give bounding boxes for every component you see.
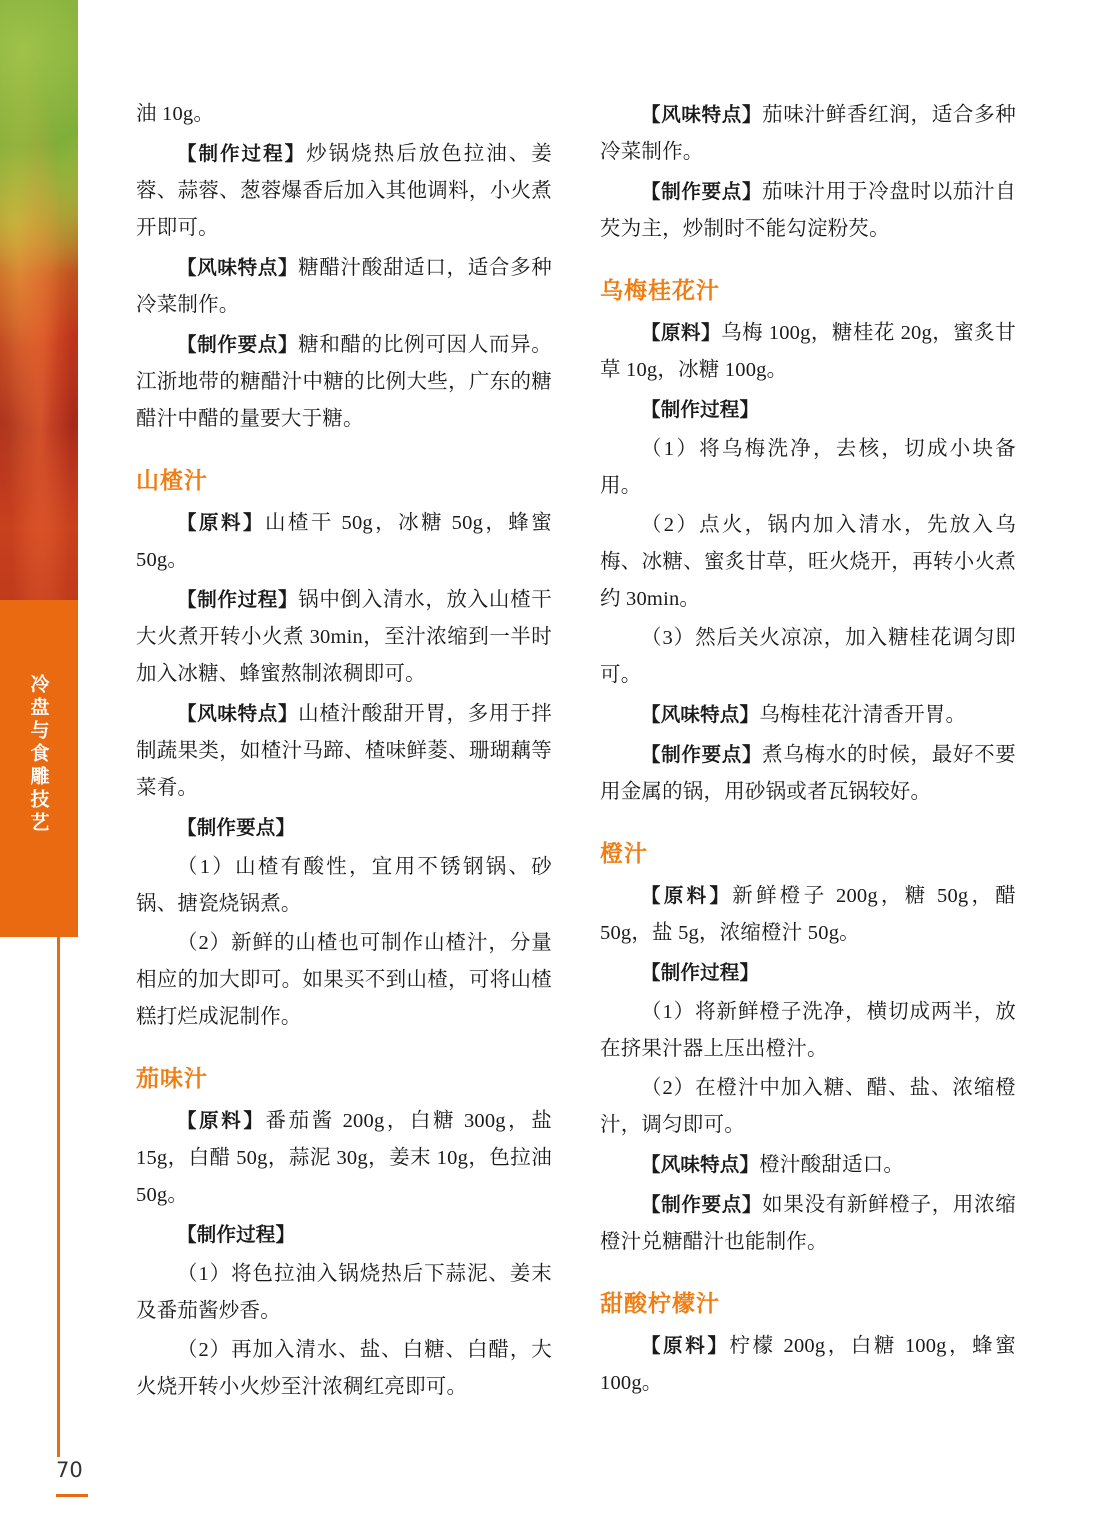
chapter-side-tab <box>0 600 78 937</box>
body-paragraph: 【原料】新鲜橙子 200g，糖 50g，醋 50g，盐 5g，浓缩橙汁 50g。 <box>600 884 1016 944</box>
paragraph-label: 【原料】 <box>177 1109 266 1132</box>
recipe-section-heading: 甜酸柠檬汁 <box>600 1291 720 1317</box>
recipe-section-heading: 山楂汁 <box>136 468 208 494</box>
body-paragraph: （1）将新鲜橙子洗净，横切成两半，放在挤果汁器上压出橙汁。 <box>600 1001 1016 1060</box>
body-paragraph: 【制作要点】茄味汁用于冷盘时以茄汁自芡为主，炒制时不能勾淀粉芡。 <box>600 180 1017 240</box>
paragraph-label: 【原料】 <box>641 884 733 907</box>
paragraph-label: 【风味特点】 <box>641 703 760 726</box>
body-paragraph: 【制作过程】锅中倒入清水，放入山楂干大火煮开转小火煮 30min，至汁浓缩到一半时加入冰糖、蜂蜜熬制浓稠即可。 <box>136 588 553 685</box>
body-paragraph <box>136 809 552 847</box>
paragraph-label: 【风味特点】 <box>177 702 299 725</box>
body-paragraph: 油 10g。 <box>136 103 215 125</box>
body-paragraph: 【原料】乌梅 100g，糖桂花 20g，蜜炙甘草 10g，冰糖 100g。 <box>600 321 1016 381</box>
paragraph-label: 【制作过程】 <box>177 1223 296 1246</box>
body-paragraph: 【制作要点】煮乌梅水的时候，最好不要用金属的锅，用砂锅或者瓦锅较好。 <box>600 743 1017 803</box>
body-paragraph <box>600 954 1016 992</box>
body-paragraph <box>136 1216 552 1254</box>
body-paragraph: 【制作过程】炒锅烧热后放色拉油、姜蓉、蒜蓉、葱蓉爆香后加入其他调料，小火煮开即可。 <box>136 142 553 239</box>
body-paragraph: （1）将乌梅洗净，去核，切成小块备用。 <box>600 438 1016 497</box>
body-paragraph: （2）再加入清水、盐、白糖、白醋，大火烧开转小火炒至汁浓稠红亮即可。 <box>136 1339 552 1398</box>
paragraph-label: 【原料】 <box>641 1334 730 1357</box>
recipe-section-heading: 乌梅桂花汁 <box>600 278 720 304</box>
paragraph-label: 【原料】 <box>641 321 722 344</box>
paragraph-label: 【制作要点】 <box>641 743 763 766</box>
paragraph-label: 【制作过程】 <box>177 142 307 165</box>
left-vertical-rule <box>57 937 60 1457</box>
paragraph-label: 【制作过程】 <box>177 588 299 611</box>
chapter-side-tab-label: 冷盘与食雕技艺 <box>27 674 50 835</box>
body-paragraph: 【原料】柠檬 200g，白糖 100g，蜂蜜 100g。 <box>600 1334 1016 1394</box>
paragraph-label: 【原料】 <box>177 511 265 534</box>
paragraph-label: 【制作要点】 <box>641 180 763 203</box>
paragraph-label: 【风味特点】 <box>177 256 299 279</box>
body-paragraph: 【制作要点】糖和醋的比例可因人而异。江浙地带的糖醋汁中糖的比例大些，广东的糖醋汁中醋的量要大于糖。 <box>136 333 553 430</box>
decorative-vegetable-photo <box>0 0 78 600</box>
page-number: 70 <box>56 1458 83 1482</box>
body-paragraph: （1）山楂有酸性，宜用不锈钢锅、砂锅、搪瓷烧锅煮。 <box>136 856 552 915</box>
paragraph-label: 【风味特点】 <box>641 1153 760 1176</box>
recipe-section-heading: 橙汁 <box>600 841 648 867</box>
body-paragraph: 【风味特点】橙汁酸甜适口。 <box>641 1153 905 1176</box>
body-paragraph <box>600 391 1016 429</box>
paragraph-label: 【制作要点】 <box>177 816 296 839</box>
recipe-section-heading: 茄味汁 <box>136 1066 208 1092</box>
body-paragraph: 【制作要点】如果没有新鲜橙子，用浓缩橙汁兑糖醋汁也能制作。 <box>600 1193 1017 1253</box>
paragraph-label: 【制作过程】 <box>641 961 760 984</box>
body-paragraph: （1）将色拉油入锅烧热后下蒜泥、姜末及番茄酱炒香。 <box>136 1263 552 1322</box>
body-paragraph: （3）然后关火凉凉，加入糖桂花调匀即可。 <box>600 627 1016 686</box>
body-paragraph: 【风味特点】山楂汁酸甜开胃，多用于拌制蔬果类，如楂汁马蹄、楂味鲜菱、珊瑚藕等菜肴。 <box>136 702 553 799</box>
paragraph-label: 【制作要点】 <box>177 333 299 356</box>
body-columns <box>136 96 1016 1408</box>
paragraph-label: 【制作过程】 <box>641 398 760 421</box>
left-text-column <box>136 96 552 1408</box>
page-number-rule <box>56 1494 88 1497</box>
body-paragraph: （2）点火，锅内加入清水，先放入乌梅、冰糖、蜜炙甘草，旺火烧开，再转小火煮约 30min。 <box>600 514 1016 610</box>
body-paragraph: 【原料】番茄酱 200g，白糖 300g，盐 15g，白醋 50g，蒜泥 30g，姜末 10g，色拉油 50g。 <box>136 1109 552 1206</box>
body-paragraph: （2）新鲜的山楂也可制作山楂汁，分量相应的加大即可。如果买不到山楂，可将山楂糕打烂成泥制作。 <box>136 932 552 1028</box>
right-text-column <box>600 96 1016 1408</box>
paragraph-label: 【制作要点】 <box>641 1193 763 1216</box>
body-paragraph: （2）在橙汁中加入糖、醋、盐、浓缩橙汁，调匀即可。 <box>600 1077 1016 1136</box>
body-paragraph: 【原料】山楂干 50g，冰糖 50g，蜂蜜 50g。 <box>136 511 552 571</box>
paragraph-label: 【风味特点】 <box>641 103 763 126</box>
body-paragraph: 【风味特点】乌梅桂花汁清香开胃。 <box>641 703 967 726</box>
body-paragraph: 【风味特点】茄味汁鲜香红润，适合多种冷菜制作。 <box>600 103 1017 163</box>
body-paragraph: 【风味特点】糖醋汁酸甜适口，适合多种冷菜制作。 <box>136 256 553 316</box>
